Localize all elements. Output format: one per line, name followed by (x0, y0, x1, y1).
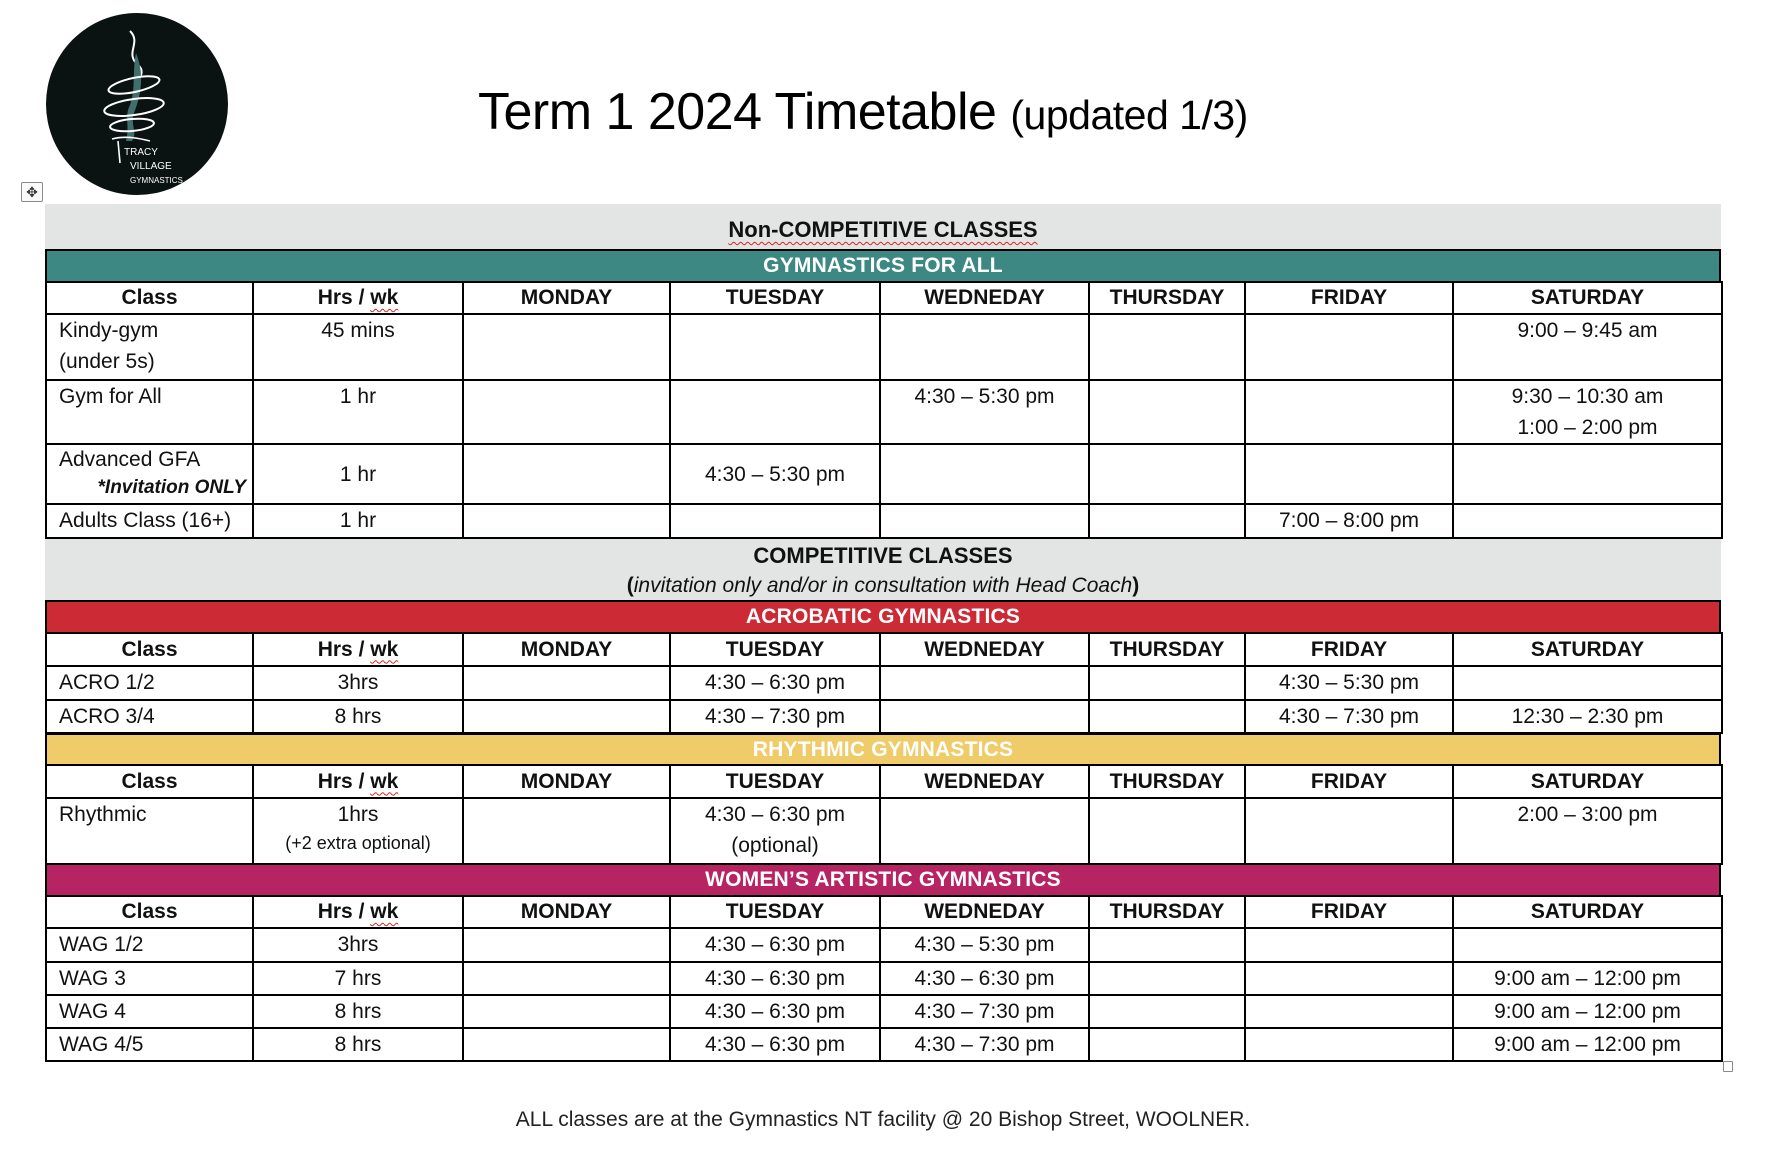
thursday-time (1089, 995, 1245, 1028)
tuesday-time: 4:30 – 7:30 pm (670, 700, 880, 733)
thursday-time (1089, 380, 1245, 444)
monday-time (463, 962, 670, 995)
friday-time: 4:30 – 5:30 pm (1245, 666, 1453, 700)
col-friday: FRIDAY (1245, 896, 1453, 928)
tuesday-time: 4:30 – 6:30 pm (670, 962, 880, 995)
acro-table (45, 632, 1723, 734)
class-name: Advanced GFA *Invitation ONLY (46, 444, 253, 504)
saturday-time: 9:00 – 9:45 am (1453, 314, 1722, 380)
col-hrs: Hrs / wk (253, 765, 463, 798)
friday-time (1245, 444, 1453, 504)
col-tuesday: TUESDAY (670, 282, 880, 314)
wednesday-time (880, 798, 1089, 864)
col-wednesday: WEDNEDAY (880, 896, 1089, 928)
hours-note: (+2 extra optional) (285, 833, 431, 853)
rhythmic-table (45, 764, 1723, 865)
move-arrows-icon: ✥ (26, 184, 38, 200)
class-name: ACRO 3/4 (46, 700, 253, 733)
wednesday-time: 4:30 – 6:30 pm (880, 962, 1089, 995)
thursday-time (1089, 928, 1245, 962)
hours: 8 hrs (253, 995, 463, 1028)
competitive-subheading: (invitation only and/or in consultation with Head Coach) (626, 574, 1140, 597)
tuesday-time: 4:30 – 6:30 pm (670, 1028, 880, 1061)
friday-time (1245, 1028, 1453, 1061)
saturday-time (1453, 504, 1722, 538)
col-wednesday: WEDNEDAY (880, 282, 1089, 314)
wednesday-time: 4:30 – 7:30 pm (880, 995, 1089, 1028)
hours: 45 mins (253, 314, 463, 380)
hours: 7 hrs (253, 962, 463, 995)
class-name: WAG 3 (46, 962, 253, 995)
col-saturday: SATURDAY (1453, 896, 1722, 928)
saturday-time: 9:00 am – 12:00 pm (1453, 962, 1722, 995)
header-row (46, 282, 1722, 314)
hours: 3hrs (253, 928, 463, 962)
competitive-heading (45, 539, 1721, 600)
hours: 1hrs (+2 extra optional) (253, 798, 463, 864)
saturday-time: 9:00 am – 12:00 pm (1453, 1028, 1722, 1061)
friday-time: 7:00 – 8:00 pm (1245, 504, 1453, 538)
wag-table (45, 895, 1723, 1062)
page-title (478, 82, 1248, 142)
wednesday-time (880, 666, 1089, 700)
wednesday-time (880, 700, 1089, 733)
saturday-time (1453, 666, 1722, 700)
table-move-handle[interactable] (21, 182, 43, 202)
table-row (46, 962, 1722, 995)
friday-time (1245, 798, 1453, 864)
thursday-time (1089, 798, 1245, 864)
col-class: Class (46, 633, 253, 666)
noncompetitive-heading (45, 204, 1721, 249)
saturday-time: 12:30 – 2:30 pm (1453, 700, 1722, 733)
section-bar-rhythmic (45, 733, 1721, 764)
class-name: WAG 1/2 (46, 928, 253, 962)
saturday-time: 9:00 am – 12:00 pm (1453, 995, 1722, 1028)
col-saturday: SATURDAY (1453, 765, 1722, 798)
tuesday-time (670, 380, 880, 444)
col-thursday: THURSDAY (1089, 765, 1245, 798)
tuesday-time: 4:30 – 5:30 pm (670, 444, 880, 504)
monday-time (463, 798, 670, 864)
invitation-note: *Invitation ONLY (97, 477, 246, 498)
friday-time (1245, 962, 1453, 995)
saturday-time: 2:00 – 3:00 pm (1453, 798, 1722, 864)
gfa-table (45, 281, 1723, 539)
thursday-time (1089, 444, 1245, 504)
footer-note: ALL classes are at the Gymnastics NT facility @ 20 Bishop Street, WOOLNER. (515, 1108, 1251, 1131)
tuesday-time: 4:30 – 6:30 pm (optional) (670, 798, 880, 864)
svg-text:VILLAGE: VILLAGE (130, 161, 172, 172)
hours: 1 hr (253, 444, 463, 504)
svg-text:GYMNASTICS: GYMNASTICS (130, 176, 183, 185)
section-title: RHYTHMIC GYMNASTICS (752, 737, 1014, 761)
table-row (46, 700, 1722, 733)
noncompetitive-heading-text: Non-COMPETITIVE CLASSES (728, 217, 1038, 242)
hours: 8 hrs (253, 700, 463, 733)
class-name: Gym for All (46, 380, 253, 444)
wednesday-time (880, 444, 1089, 504)
col-hrs: Hrs / wk (253, 633, 463, 666)
friday-time: 4:30 – 7:30 pm (1245, 700, 1453, 733)
table-row (46, 380, 1722, 444)
col-monday: MONDAY (463, 282, 670, 314)
table-resize-handle[interactable] (1723, 1061, 1733, 1072)
class-name: WAG 4 (46, 995, 253, 1028)
section-title: WOMEN’S ARTISTIC GYMNASTICS (705, 868, 1061, 891)
saturday-time (1453, 928, 1722, 962)
tuesday-time (670, 314, 880, 380)
col-monday: MONDAY (463, 633, 670, 666)
section-bar-gymnastics-for-all (45, 249, 1721, 281)
wednesday-time: 4:30 – 5:30 pm (880, 380, 1089, 444)
table-row (46, 995, 1722, 1028)
monday-time (463, 700, 670, 733)
thursday-time (1089, 666, 1245, 700)
header-row (46, 896, 1722, 928)
col-hrs: Hrs / wk (253, 896, 463, 928)
wednesday-time: 4:30 – 5:30 pm (880, 928, 1089, 962)
col-thursday: THURSDAY (1089, 633, 1245, 666)
col-class: Class (46, 282, 253, 314)
competitive-heading-text: COMPETITIVE CLASSES (753, 543, 1013, 568)
table-row (46, 504, 1722, 538)
class-name: WAG 4/5 (46, 1028, 253, 1061)
class-name: Rhythmic (46, 798, 253, 864)
hours: 3hrs (253, 666, 463, 700)
col-class: Class (46, 896, 253, 928)
club-logo (46, 13, 228, 195)
col-friday: FRIDAY (1245, 282, 1453, 314)
saturday-time: 9:30 – 10:30 am 1:00 – 2:00 pm (1453, 380, 1722, 444)
col-saturday: SATURDAY (1453, 633, 1722, 666)
monday-time (463, 380, 670, 444)
monday-time (463, 928, 670, 962)
wednesday-time: 4:30 – 7:30 pm (880, 1028, 1089, 1061)
col-friday: FRIDAY (1245, 633, 1453, 666)
saturday-time (1453, 444, 1722, 504)
class-name: Adults Class (16+) (46, 504, 253, 538)
monday-time (463, 1028, 670, 1061)
monday-time (463, 995, 670, 1028)
col-thursday: THURSDAY (1089, 282, 1245, 314)
thursday-time (1089, 504, 1245, 538)
monday-time (463, 666, 670, 700)
header-row (46, 765, 1722, 798)
col-saturday: SATURDAY (1453, 282, 1722, 314)
table-row (46, 798, 1722, 864)
class-name: Kindy-gym (under 5s) (46, 314, 253, 380)
col-thursday: THURSDAY (1089, 896, 1245, 928)
tuesday-time: 4:30 – 6:30 pm (670, 666, 880, 700)
table-row (46, 1028, 1722, 1061)
class-name: ACRO 1/2 (46, 666, 253, 700)
table-row (46, 314, 1722, 380)
col-wednesday: WEDNEDAY (880, 765, 1089, 798)
title-updated: (updated 1/3) (1010, 92, 1248, 138)
thursday-time (1089, 700, 1245, 733)
tuesday-time: 4:30 – 6:30 pm (670, 995, 880, 1028)
section-bar-acrobatic (45, 600, 1721, 632)
hours: 1 hr (253, 380, 463, 444)
tuesday-time: 4:30 – 6:30 pm (670, 928, 880, 962)
hours: 8 hrs (253, 1028, 463, 1061)
col-tuesday: TUESDAY (670, 896, 880, 928)
col-class: Class (46, 765, 253, 798)
table-row (46, 928, 1722, 962)
friday-time (1245, 928, 1453, 962)
thursday-time (1089, 962, 1245, 995)
monday-time (463, 314, 670, 380)
table-row (46, 444, 1722, 504)
friday-time (1245, 995, 1453, 1028)
col-hrs: Hrs / wk (253, 282, 463, 314)
section-title: GYMNASTICS FOR ALL (763, 254, 1003, 277)
thursday-time (1089, 314, 1245, 380)
col-tuesday: TUESDAY (670, 633, 880, 666)
friday-time (1245, 314, 1453, 380)
tuesday-time (670, 504, 880, 538)
gymnast-ribbon-logo-icon (46, 13, 228, 195)
title-main: Term 1 2024 Timetable (478, 83, 997, 141)
table-row (46, 666, 1722, 700)
col-wednesday: WEDNEDAY (880, 633, 1089, 666)
col-monday: MONDAY (463, 765, 670, 798)
svg-text:TRACY: TRACY (124, 147, 158, 158)
monday-time (463, 504, 670, 538)
col-tuesday: TUESDAY (670, 765, 880, 798)
col-monday: MONDAY (463, 896, 670, 928)
friday-time (1245, 380, 1453, 444)
wednesday-time (880, 504, 1089, 538)
hours: 1 hr (253, 504, 463, 538)
header-row (46, 633, 1722, 666)
section-title: ACROBATIC GYMNASTICS (745, 605, 1021, 628)
monday-time (463, 444, 670, 504)
thursday-time (1089, 1028, 1245, 1061)
wednesday-time (880, 314, 1089, 380)
section-bar-womens-artistic (45, 863, 1721, 895)
col-friday: FRIDAY (1245, 765, 1453, 798)
